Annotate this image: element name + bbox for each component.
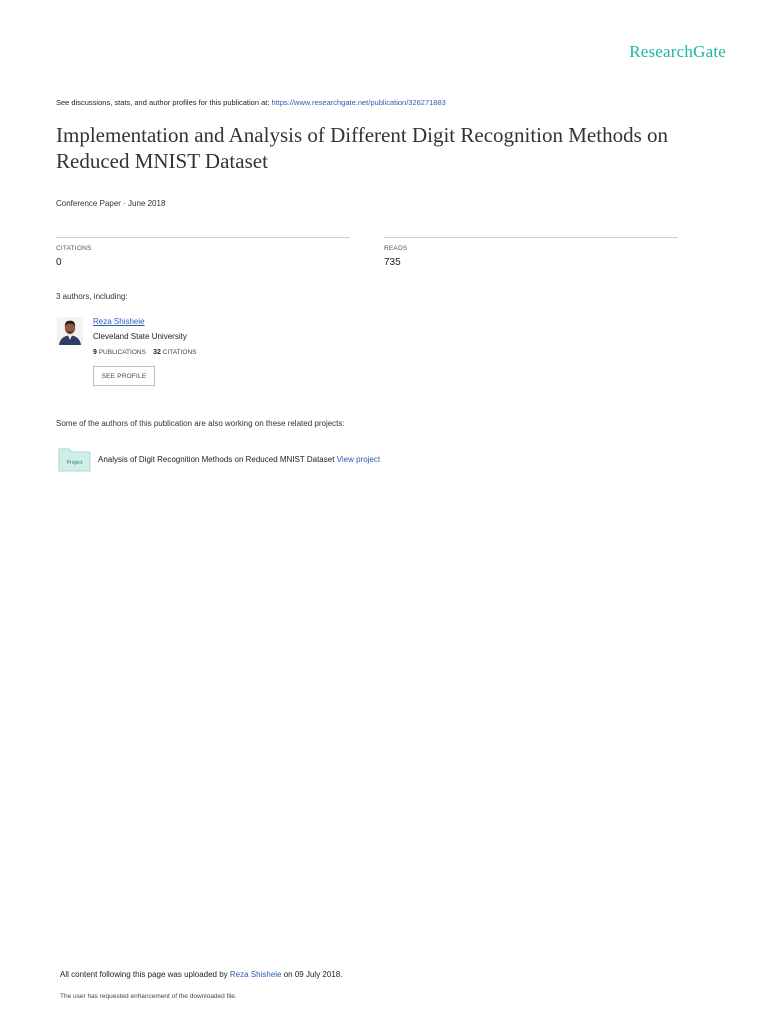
citations-label: CITATIONS bbox=[56, 245, 92, 252]
citations-divider bbox=[56, 237, 350, 238]
upload-notice bbox=[60, 970, 342, 979]
author-citations-count: 32 bbox=[153, 349, 161, 356]
author-avatar[interactable] bbox=[57, 317, 83, 345]
related-project-title: Analysis of Digit Recognition Methods on Reduced MNIST Dataset bbox=[98, 455, 335, 464]
author-publications-count: 9 bbox=[93, 349, 97, 356]
related-project-item bbox=[98, 455, 380, 464]
author-name-link[interactable]: Reza Shisheie bbox=[93, 317, 145, 326]
author-institution: Cleveland State University bbox=[93, 332, 187, 341]
publication-meta: Conference Paper · June 2018 bbox=[56, 199, 166, 208]
reads-count: 735 bbox=[384, 257, 401, 268]
related-projects-heading: Some of the authors of this publication are also working on these related projects: bbox=[56, 419, 345, 428]
citations-count: 0 bbox=[56, 257, 62, 268]
upload-notice-prefix: All content following this page was uploaded by bbox=[60, 970, 228, 979]
see-profile-button[interactable]: SEE PROFILE bbox=[93, 366, 155, 386]
discussion-notice-text: See discussions, stats, and author profiles for this publication at: bbox=[56, 98, 270, 107]
uploader-link[interactable]: Reza Shisheie bbox=[229, 970, 282, 979]
reads-divider bbox=[384, 237, 678, 238]
upload-notice-date: on 09 July 2018. bbox=[283, 970, 343, 979]
authors-heading: 3 authors, including: bbox=[56, 292, 128, 301]
discussion-notice bbox=[56, 98, 446, 107]
publication-url-link[interactable]: https://www.researchgate.net/publication/326271883 bbox=[271, 98, 446, 107]
project-folder-icon[interactable] bbox=[58, 446, 91, 472]
reads-label: READS bbox=[384, 245, 408, 252]
researchgate-logo[interactable]: ResearchGate bbox=[629, 42, 726, 61]
author-citations-label: CITATIONS bbox=[162, 349, 197, 356]
project-icon-label: Project bbox=[66, 460, 83, 466]
enhancement-note: The user has requested enhancement of the downloaded file. bbox=[60, 993, 237, 1000]
avatar-portrait-icon bbox=[57, 317, 83, 345]
view-project-link[interactable]: View project bbox=[336, 455, 381, 464]
folder-icon bbox=[58, 446, 91, 472]
author-stats bbox=[93, 349, 196, 356]
paper-title: Implementation and Analysis of Different Digit Recognition Methods on Reduced MNIST Dataset bbox=[56, 123, 669, 173]
author-publications-label: PUBLICATIONS bbox=[98, 349, 146, 356]
